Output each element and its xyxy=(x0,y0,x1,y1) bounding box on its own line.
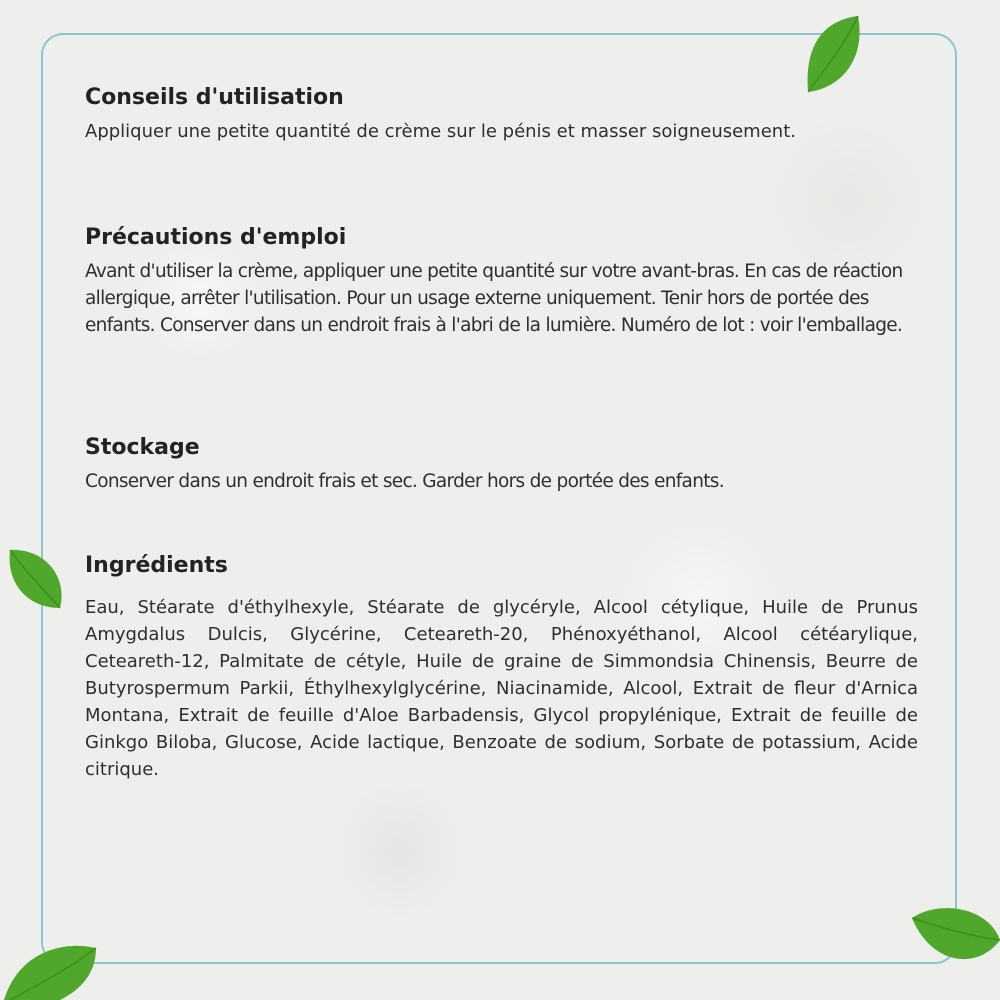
section-text: Appliquer une petite quantité de crème sur le pénis et masser soigneusement. xyxy=(85,121,796,142)
section-text: Conserver dans un endroit frais et sec. Garder hors de portée des enfants. xyxy=(85,471,724,492)
section-ingredients xyxy=(85,552,918,783)
section-text: Avant d'utiliser la crème, appliquer une petite quantité sur votre avant-bras. En cas de réaction allergique, arrêter l'utilisation. Pour un usage externe uniquement. Tenir hors de portée des enfants. Conserver dans un endroit frais à l'abri de la lumière. Numéro de lot : voir l'emballage. xyxy=(85,261,903,336)
section-conseils-utilisation xyxy=(85,84,918,145)
section-stockage xyxy=(85,434,918,495)
leaf-icon xyxy=(4,546,68,616)
section-title: Précautions d'emploi xyxy=(85,225,347,250)
leaf-icon xyxy=(0,940,100,1000)
leaf-icon xyxy=(908,900,1000,972)
section-title: Stockage xyxy=(85,435,200,460)
leaf-icon xyxy=(796,12,870,104)
section-title: Conseils d'utilisation xyxy=(85,85,344,110)
content-frame xyxy=(41,33,957,964)
section-text: Eau, Stéarate d'éthylhexyle, Stéarate de glycéryle, Alcool cétylique, Huile de Prunus Amygdalus Dulcis, Glycérine, Ceteareth-20, Phénoxyéthanol, Alcool cétéarylique, Ceteareth-12, Palmitate de cétyle, Huile de graine de Simmondsia Chinensis, Beurre de Butyrospermum Parkii, Éthylhexylglycérine, Niacinamide, Alcool, Extrait de fleur d'Arnica Montana, Extrait de feuille d'Aloe Barbadensis, Glycol propylénique, Extrait de feuille de Ginkgo Biloba, Glucose, Acide lactique, Benzoate de sodium, Sorbate de potassium, Acide citrique. xyxy=(85,597,918,780)
section-precautions-emploi xyxy=(85,224,918,339)
section-title: Ingrédients xyxy=(85,553,228,578)
